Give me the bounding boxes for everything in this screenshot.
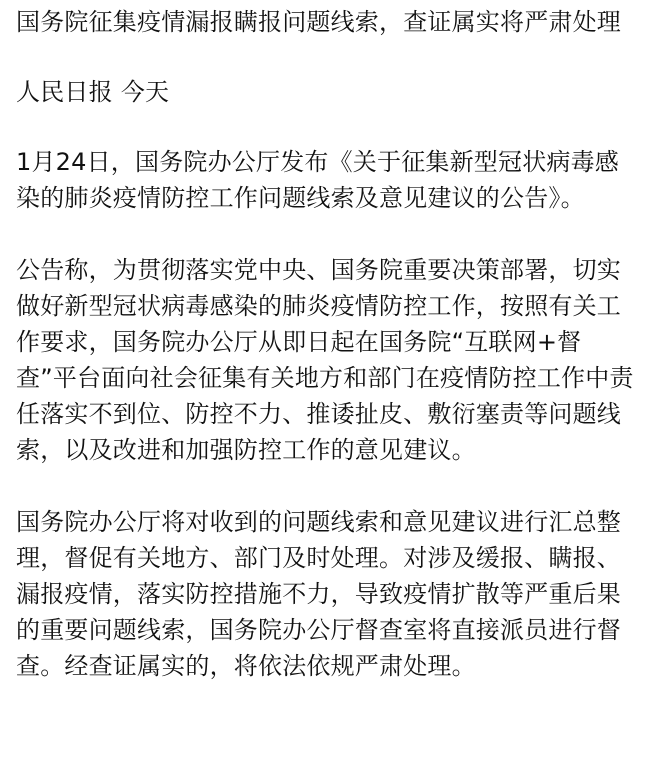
article-meta xyxy=(16,74,642,110)
article-source: 人民日报 xyxy=(16,78,113,106)
article-paragraph-2: 公告称，为贯彻落实党中央、国务院重要决策部署，切实做好新型冠状病毒感染的肺炎疫情防控工作，按照有关工作要求，国务院办公厅从即日起在国务院“互联网+督查”平台面向社会征集有关地方和部门在疫情防控工作中责任落实不到位、防控不力、推诿扯皮、敷衍塞责等问题线索，以及改进和加强防控工作的意见建议。 xyxy=(16,256,634,464)
article-paragraph-3: 国务院办公厅将对收到的问题线索和意见建议进行汇总整理，督促有关地方、部门及时处理。对涉及缓报、瞒报、漏报疫情，落实防控措施不力，导致疫情扩散等严重后果的重要问题线索，国务院办公厅督查室将直接派员进行督查。经查证属实的，将依法依规严肃处理。 xyxy=(16,508,621,680)
article-time: 今天 xyxy=(120,78,170,106)
article-title: 国务院征集疫情漏报瞒报问题线索，查证属实将严肃处理 xyxy=(16,8,621,36)
article-paragraph-1: 1月24日，国务院办公厅发布《关于征集新型冠状病毒感染的肺炎疫情防控工作问题线索及意见建议的公告》。 xyxy=(16,148,620,212)
